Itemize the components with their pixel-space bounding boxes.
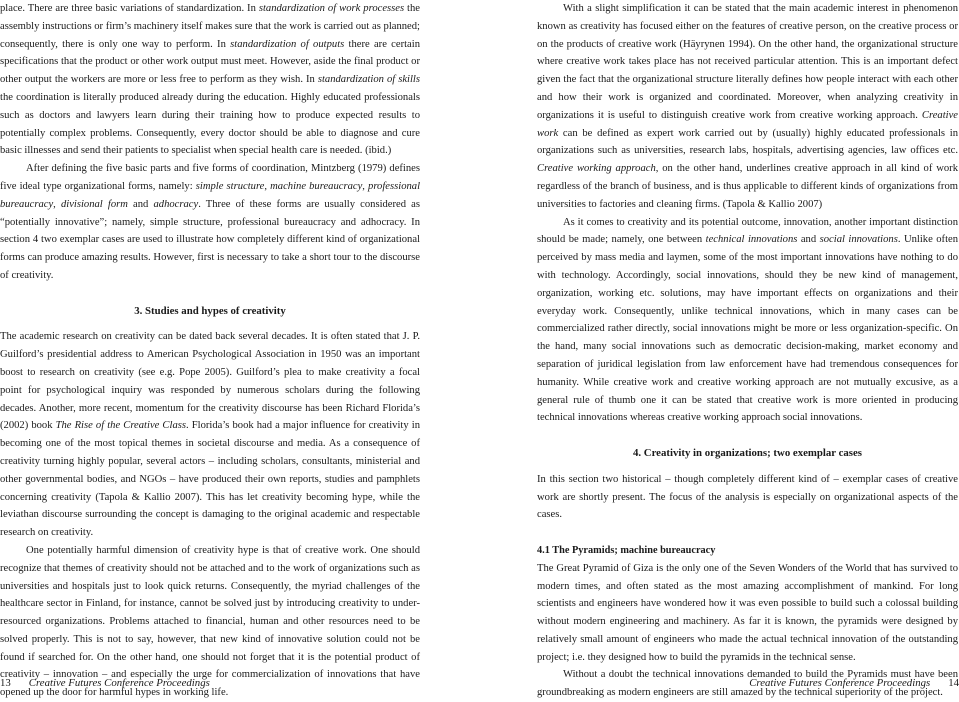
paragraph: The academic research on creativity can be dated back several decades. It is often stated that J. P. Guilford’s presidential address to American Psychological Association in 1950 was an important boost to research on creativity (see e.g. Pope 2005). Guilford’s plea to make creativity a focal point for psychological inquiry was responded by numerous scholars during the following decades. Another, more recent, momentum for the creativity discourse has been Richard Florida’s (2002) book The Rise of the Creative Class. Florida’s book had a major influence for creativity in becoming one of the most topical themes in societal discourse and media. As a consequence of creativity turning highly popular, several actors – including scholars, consultants, ministerial and other governmental bodies, and NGOs – have produced their own reports, studies and pamphlets concerning creativity (Tapola & Kallio 2007). This has let creativity becoming hype, while the leviathan discourse surrounding the concept is damaging to the original academic and respectable research on creativity.: [0, 331, 420, 539]
page-number: 13: [0, 677, 11, 689]
paragraph: One potentially harmful dimension of creativity hype is that of creative work. One should recognize that themes of creativity should not be attached and to the work of organizations such as universities and hospitals just to look quick returns. Consequently, the myriad challenges of the healthcare sector in Finland, for instance, cannot be solved just by introducing creativity to under-resourced organizations. Problems attached to financial, human and other resources need to be solved properly. This is not to say, however, that new kind of innovative solution could not be found if searched for. On the other hand, one should not forget that it is the potential product of creativity – innovation – and especially the urge for commercialization of innovations that have opened up the door for harmful hypes in working life.: [0, 544, 420, 699]
paragraph: With a slight simplification it can be stated that the main academic interest in phenomenon known as creativity has focused either on the features of creative person, on the creative process or on the products of creative work (Häyrynen 1994). On the other hand, the organizational structure where creative work takes place has not received particular attention. This is an important defect given the fact that the organizational structure literally defines how people interact with each other and how their work is organized and coordinated. Moreover, when analyzing creativity in organizations it is useful to distinguish creative work from creative working approach. Creative work can be defined as expert work carried out by (usually) highly educated professionals in organizations such as universities, research labs, hospitals, advertising agencies, law offices etc. Creative working approach, on the other hand, underlines creative approach in all kind of work regardless of the branch of business, and is thus applicable to different kinds of organizations from universities to factories and cleaning firms. (Tapola & Kallio 2007): [537, 3, 958, 210]
running-title: Creative Futures Conference Proceedings: [749, 677, 931, 689]
section-heading: 3. Studies and hypes of creativity: [134, 304, 286, 317]
page-number: 14: [948, 677, 959, 689]
paragraph: In this section two historical – though completely different kind of – exemplar cases of creative work are shortly present. The focus of the analysis is especially on organizational aspects of the cases.: [537, 473, 958, 521]
right-column: [537, 0, 958, 702]
paragraph: The Great Pyramid of Giza is the only one of the Seven Wonders of the World that has survived to modern times, and often stated as the most amazing accomplishment of mankind. For long scientists and engineers have wondered how it was even possible to build such a colossal building without modern engineering and machinery. As far it is known, the pyramids were designed by relatively small amount of engineers who made the actual technical innovation of the outstanding project; i.e. they designed how to build the pyramids in the technical sense.: [537, 562, 958, 663]
left-footer: [0, 677, 210, 689]
section-heading: 4. Creativity in organizations; two exemplar cases: [632, 446, 862, 459]
paragraph: place. There are three basic variations of standardization. In standardization of work processes the assembly instructions or firm’s machinery itself makes sure that the work is carried out as planned; consequently, there is only one way to perform. In standardization of outputs there are certain specifications that the product or other work output must meet. However, aside the final product or other output the workers are more or less free to perform as they wish. In standardization of skills the coordination is literally produced already during the education. Highly educated professionals such as doctors and lawyers learn during their training how to produce expected results to potentially complex problems. Consequently, every doctor should be able to diagnose and cure basic illnesses and send their patients to specialist when special health care is needed. (ibid.): [0, 3, 421, 157]
right-footer: [749, 677, 959, 689]
paragraph: After defining the five basic parts and five forms of coordination, Mintzberg (1979) defines five ideal type organizational forms, namely: simple structure, machine bureaucracy, professional bureaucracy, divisional form and adhocracy. Three of these forms are usually considered as “potentially innovative”; namely, simple structure, professional bureaucracy and adhocracy. In section 4 two exemplar cases are used to illustrate how completely different kind of organizational forms can produce amazing results. However, first is necessary to take a short tour to the discourse of creativity.: [0, 163, 421, 281]
paragraph: As it comes to creativity and its potential outcome, innovation, another important distinction should be made; namely, one between technical innovations and social innovations. Unlike often perceived by mass media and laymen, some of the most important innovations have nothing to do with technology. Accordingly, social innovations, should they be new kind of management, organization, working etc. solutions, may have important effects on organizations and their everyday work. Consequently, unlike technical innovations, which in many cases can be commercialized rather directly, social innovations might be more or less organization-specific. On the hand, many social innovations such as democratic decision-making, market economy and separation of juridical legislation from law enforcement have had tremendous consequences for humanity. While creative work and creative working approach are not mutually excusive, as a general rule of thumb one it can be stated that creative work is more oriented in producing technical innovations whereas creative working approach social innovations.: [537, 216, 959, 424]
subsection-heading: 4.1 The Pyramids; machine bureaucracy: [537, 544, 716, 556]
paragraph: Without a doubt the technical innovations demanded to build the Pyramids must have been groundbreaking as modern engineers are still amazed by the technical superiority of the project.: [537, 669, 958, 699]
running-title: Creative Futures Conference Proceedings: [28, 677, 210, 689]
left-column: [0, 0, 420, 702]
